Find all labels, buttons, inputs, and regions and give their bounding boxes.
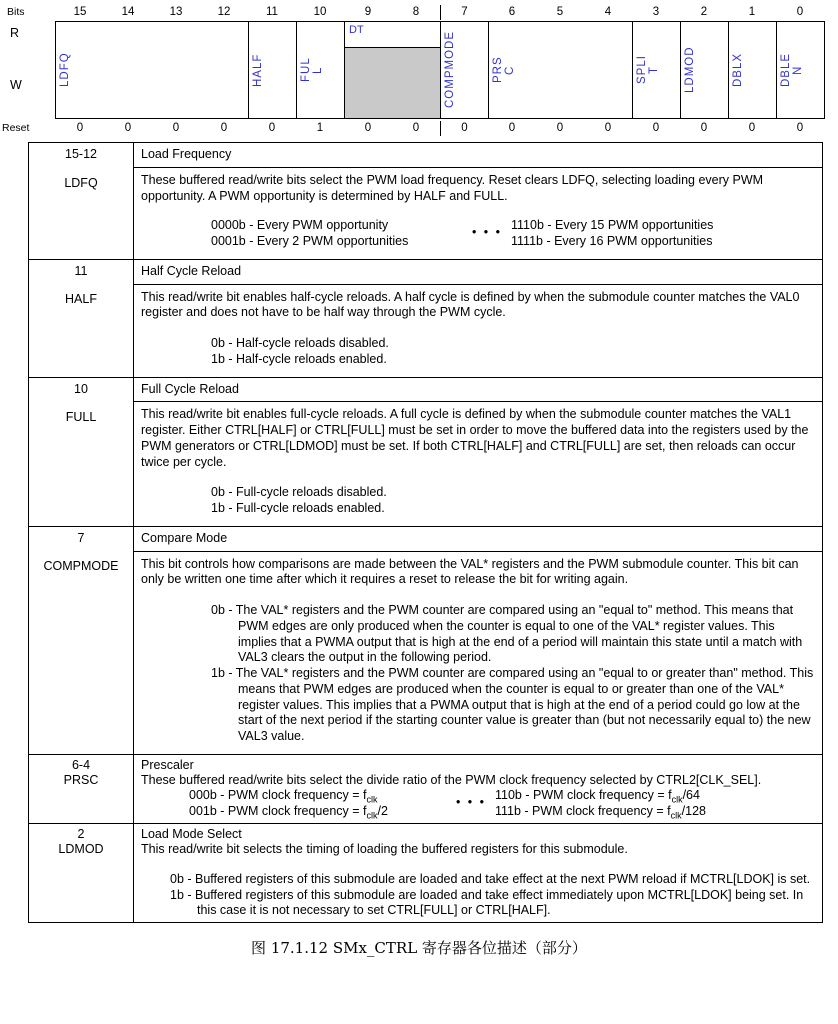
bit-number: 3 (652, 6, 660, 18)
read-row-label: R (10, 26, 20, 40)
option: 1111b - Every 16 PWM opportunities (511, 234, 713, 248)
reset-value: 0 (652, 122, 660, 134)
field-body: This read/write bit enables full-cycle reloads. A full cycle is defined by when the submodule counter matches the VAL1 register. Either CTRL[HALF] or CTRL[FULL] must be set in order to move the buffered data into the registers used by the PWM generators or CTRL[LDMOD] must be set. If both CTRL[HALF] and CTRL[FULL] are set, then reloads can occur twice per cycle. (141, 407, 809, 469)
bit-number: 10 (313, 6, 327, 18)
field-body: This read/write bit selects the timing of loading the buffered registers for this submodule. (141, 842, 628, 856)
ellipsis-dots: • • • (455, 795, 487, 810)
reset-value: 0 (76, 122, 84, 134)
option: 1b - The VAL* registers and the PWM counter are compared using an "equal to or greater than" method. This means that PWM edges are produced when the counter is equal to or greater than one of the VAL* register values. This implies that a PWMA output that is high at the end of a period could go low at the start of the next period if the starting counter value is greater than (but not necessarily equal to) the new VAL3 value. (211, 666, 814, 743)
reset-value: 0 (748, 122, 756, 134)
reset-value: 0 (796, 122, 804, 134)
bit-number: 5 (556, 6, 564, 18)
option: 0b - The VAL* registers and the PWM counter are compared using an "equal to" method. This means that PWM edges are only produced when the counter is equal to one of the VAL* register values. This implies that a PWMA output that is high at the end of a period will maintain this state until a match with VAL3 clears the output in the following period. (211, 603, 803, 665)
option: 1b - Half-cycle reloads enabled. (211, 351, 387, 366)
bit-range: 11 (74, 263, 88, 278)
field-body: These buffered read/write bits select the divide ratio of the PWM clock frequency selected by CTRL2[CLK_SEL]. (141, 773, 762, 787)
reset-value: 0 (700, 122, 708, 134)
desc-row-half (29, 259, 822, 377)
reset-value: 0 (440, 121, 488, 136)
field-title: Full Cycle Reload (134, 378, 822, 403)
field-half (248, 22, 296, 118)
option: 0000b - Every PWM opportunity (211, 218, 389, 233)
dt-reserved-shading (345, 47, 440, 118)
field-dblx (728, 22, 776, 118)
option: 1110b - Every 15 PWM opportunities (511, 218, 714, 233)
field-title: Load Frequency (134, 143, 822, 168)
bit-number: 8 (412, 6, 420, 18)
field-body: These buffered read/write bits select the PWM load frequency. Reset clears LDFQ, selecting loading every PWM opportunity. A PWM opportunity is determined by HALF and FULL. (141, 172, 764, 203)
field-name: LDFQ (64, 175, 98, 190)
bit-number: 2 (700, 6, 708, 18)
options-list (141, 872, 814, 918)
field-cell (29, 378, 134, 526)
field-cell (29, 143, 134, 259)
bit-number: 6 (508, 6, 516, 18)
option: 0b - Buffered registers of this submodule are loaded and take effect at the next PWM reload if MCTRL[LDOK] is set. (170, 872, 811, 887)
reset-value: 1 (316, 122, 324, 134)
description-cell (134, 260, 822, 377)
field-title: Prescaler (141, 757, 194, 772)
option: 0b - Full-cycle reloads disabled. (211, 485, 387, 500)
reset-value: 0 (556, 122, 564, 134)
field-ldmod (680, 22, 728, 118)
field-split (632, 22, 680, 118)
field-dblx-label: DBLX (732, 52, 744, 88)
reset-value: 0 (508, 122, 516, 134)
field-ldfq-label: LDFQ (59, 52, 71, 88)
field-description-table (28, 142, 823, 923)
options-columns (141, 218, 814, 250)
bit-number: 13 (169, 6, 183, 18)
options-right (511, 218, 814, 250)
bit-number: 9 (364, 6, 372, 18)
options-list (141, 603, 814, 745)
field-dt (344, 22, 440, 118)
field-half-label: HALF (252, 53, 264, 87)
field-body: This read/write bit enables half-cycle reloads. A half cycle is defined by when the submodule counter matches the VAL0 register and does not have to be half way through the PWM cycle. (141, 289, 800, 320)
desc-row-ldmod (29, 823, 822, 922)
desc-row-ldfq (29, 143, 822, 259)
bits-label: Bits (7, 6, 25, 18)
reset-values-row (56, 121, 824, 136)
reset-value: 0 (604, 122, 612, 134)
reset-value: 0 (172, 122, 180, 134)
option: 0001b - Every 2 PWM opportunities (211, 234, 409, 248)
bit-range: 15-12 (65, 147, 97, 161)
bit-number: 1 (748, 6, 756, 18)
bit-numbers-row (56, 5, 824, 20)
option: 001b - PWM clock frequency = $f_{clk}/2$ (189, 803, 388, 820)
options-columns (141, 788, 814, 819)
field-title: Load Mode Select (141, 826, 242, 841)
field-full-label: FUL L (300, 57, 324, 83)
field-cell (29, 260, 134, 377)
bit-range: 2 (77, 826, 85, 841)
options-left (189, 788, 447, 819)
field-cell (29, 824, 134, 922)
write-row-label: W (10, 78, 22, 92)
figure-caption: 图 17.1.12 SMx_CTRL 寄存器各位描述（部分） (251, 939, 587, 957)
desc-row-prsc (29, 754, 822, 823)
field-prsc (488, 22, 632, 118)
description-cell (134, 378, 822, 526)
field-name: HALF (65, 292, 97, 307)
option: 111b - PWM clock frequency = $f_{clk}/128$ (495, 803, 706, 820)
reset-value: 0 (364, 122, 372, 134)
reset-value: 0 (220, 122, 228, 134)
field-split-label: SPLI T (636, 55, 660, 85)
option: 0b - Half-cycle reloads disabled. (211, 336, 389, 350)
field-ldfq (56, 22, 248, 118)
field-name: COMPMODE (43, 559, 119, 574)
register-bit-diagram (0, 4, 838, 136)
field-compmode (440, 22, 488, 118)
field-compmode-label: COMPMODE (444, 31, 456, 109)
bit-number: 4 (604, 6, 612, 18)
bit-number: 0 (796, 6, 804, 18)
description-cell (134, 755, 822, 823)
reset-value: 0 (412, 122, 420, 134)
field-name: FULL (65, 410, 97, 424)
reset-row-label: Reset (2, 122, 30, 134)
bit-number: 14 (121, 6, 135, 18)
reset-value: 0 (268, 122, 276, 134)
bit-range: 6-4 (71, 757, 91, 772)
desc-row-full (29, 377, 822, 526)
field-cell (29, 527, 134, 754)
ellipsis-dots: • • • (471, 225, 503, 240)
field-dblen-label: DBLE N (780, 52, 804, 88)
option: 110b - PWM clock frequency = $f_{clk}/64$ (495, 788, 700, 805)
options-left (211, 218, 463, 250)
bit-number: 15 (73, 6, 87, 18)
bit-range: 10 (74, 381, 88, 396)
desc-row-compmode (29, 526, 822, 754)
options-list (141, 485, 814, 517)
option: 1b - Buffered registers of this submodule are loaded and take effect immediately upon MCTRL[LDOK] being set. In this case it is not necessary to set CTRL[FULL] or CTRL[HALF]. (170, 887, 804, 917)
field-ldmod-label: LDMOD (684, 46, 696, 94)
options-list (141, 336, 814, 368)
bit-number: 12 (217, 6, 231, 18)
option: 000b - PWM clock frequency = $f_{clk}$ (189, 788, 378, 805)
description-cell (134, 824, 822, 922)
field-name: LDMOD (58, 842, 104, 857)
description-cell (134, 143, 822, 259)
field-prsc-label: PRS C (492, 56, 516, 84)
bit-range: 7 (77, 530, 85, 545)
field-body: This bit controls how comparisons are made between the VAL* registers and the PWM submodule counter. This bit can only be written one time after which it requires a reset to release the bit for writing again. (141, 556, 799, 587)
description-cell (134, 527, 822, 754)
bit-number: 7 (440, 5, 488, 20)
field-name: PRSC (63, 773, 99, 788)
options-right (495, 788, 814, 819)
field-title: Half Cycle Reload (134, 260, 822, 285)
field-cell (29, 755, 134, 823)
field-dt-label: DT (349, 24, 364, 36)
register-fields-grid (55, 21, 825, 119)
field-title: Compare Mode (134, 527, 822, 552)
reset-value: 0 (124, 122, 132, 134)
bit-number: 11 (266, 6, 278, 18)
option: 1b - Full-cycle reloads enabled. (211, 501, 385, 515)
field-full (296, 22, 344, 118)
field-dblen (776, 22, 824, 118)
